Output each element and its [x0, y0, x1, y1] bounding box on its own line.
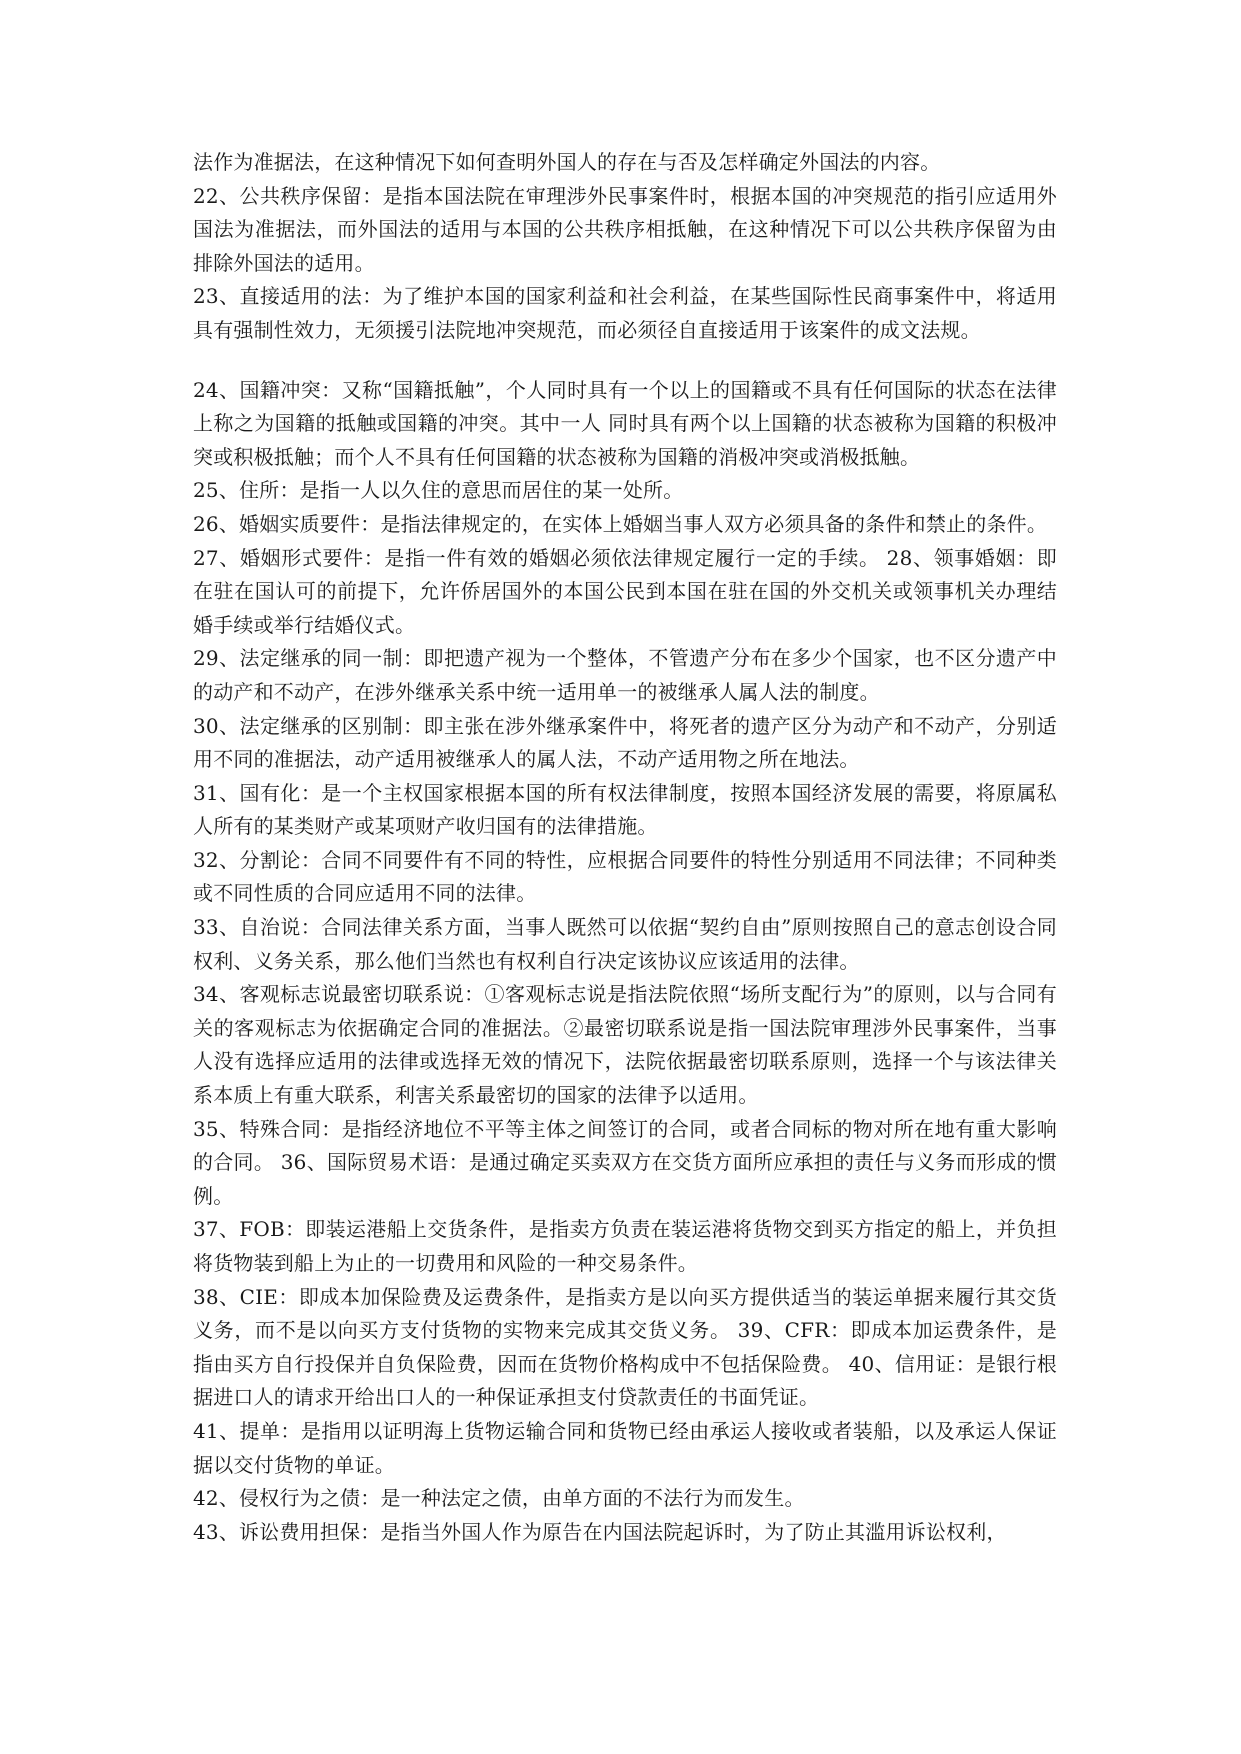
paragraph-27: 27、婚姻形式要件：是指一件有效的婚姻必须依法律规定履行一定的手续。 28、领事婚姻：即在驻在国认可的前提下，允许侨居国外的本国公民到本国在驻在国的外交机关或领事机关办理结婚手续或举行结婚仪式。 [193, 545, 1057, 637]
paragraph-25: 25、住所：是指一人以久住的意思而居住的某一处所。 [193, 478, 684, 503]
paragraph-23: 23、直接适用的法：为了维护本国的国家利益和社会利益，在某些国际性民商事案件中，将适用具有强制性效力，无须援引法院地冲突规范，而必须径自直接适用于该案件的成文法规。 [193, 284, 1057, 342]
paragraph-spacer [193, 348, 1057, 374]
paragraph-43: 43、诉讼费用担保：是指当外国人作为原告在内国法院起诉时，为了防止其滥用诉讼权利， [193, 1519, 1007, 1544]
paragraph-33: 33、自治说：合同法律关系方面，当事人既然可以依据“契约自由”原则按照自己的意志创设合同权利、义务关系，那么他们当然也有权利自行决定该协议应该适用的法律。 [193, 915, 1057, 973]
paragraph-38: 38、CIE：即成本加保险费及运费条件，是指卖方是以向买方提供适当的装运单据来履行其交货义务，而不是以向买方支付货物的实物来完成其交货义务。 39、CFR：即成本加运费条件，是指由买方自行投保并自负保险费，因而在货物价格构成中不包括保险费。 40、信用证：是银行根据进口人的请求开给出口人的一种保证承担支付贷款责任的书面凭证。 [193, 1284, 1057, 1410]
paragraph-24: 24、国籍冲突：又称“国籍抵触”，个人同时具有一个以上的国籍或不具有任何国际的状态在法律上称之为国籍的抵触或国籍的冲突。其中一人 同时具有两个以上国籍的状态被称为国籍的积极冲突或积极抵触；而个人不具有任何国籍的状态被称为国籍的消极冲突或消极抵触。 [193, 377, 1057, 469]
paragraph-35: 35、特殊合同：是指经济地位不平等主体之间签订的合同，或者合同标的物对所在地有重大影响的合同。 36、国际贸易术语：是通过确定买卖双方在交货方面所应承担的责任与义务而形成的惯例。 [193, 1116, 1057, 1208]
paragraph-29: 29、法定继承的同一制：即把遗产视为一个整体，不管遗产分布在多少个国家，也不区分遗产中的动产和不动产，在涉外继承关系中统一适用单一的被继承人属人法的制度。 [193, 646, 1057, 704]
paragraph-37: 37、FOB：即装运港船上交货条件，是指卖方负责在装运港将货物交到买方指定的船上，并负担将货物装到船上为止的一切费用和风险的一种交易条件。 [193, 1217, 1057, 1275]
paragraph-continuation: 法作为准据法，在这种情况下如何查明外国人的存在与否及怎样确定外国法的内容。 [193, 150, 941, 174]
paragraph-30: 30、法定继承的区别制：即主张在涉外继承案件中，将死者的遗产区分为动产和不动产，分别适用不同的准据法，动产适用被继承人的属人法，不动产适用物之所在地法。 [193, 713, 1057, 772]
paragraph-34: 34、客观标志说最密切联系说：①客观标志说是指法院依照“场所支配行为”的原则，以与合同有关的客观标志为依据确定合同的准据法。②最密切联系说是指一国法院审理涉外民事案件，当事人没有选择应适用的法律或选择无效的情况下，法院依据最密切联系原则，选择一个与该法律关系本质上有重大联系，利害关系最密切的国家的法律予以适用。 [193, 982, 1057, 1108]
paragraph-22: 22、公共秩序保留：是指本国法院在审理涉外民事案件时，根据本国的冲突规范的指引应适用外国法为准据法，而外国法的适用与本国的公共秩序相抵触，在这种情况下可以公共秩序保留为由排除外国法的适用。 [193, 183, 1057, 275]
paragraph-41: 41、提单：是指用以证明海上货物运输合同和货物已经由承运人接收或者装船，以及承运人保证据以交付货物的单证。 [193, 1418, 1057, 1477]
document-page [193, 146, 1057, 1549]
paragraph-32: 32、分割论：合同不同要件有不同的特性，应根据合同要件的特性分别适用不同法律；不同种类或不同性质的合同应适用不同的法律。 [193, 847, 1057, 906]
paragraph-31: 31、国有化：是一个主权国家根据本国的所有权法律制度，按照本国经济发展的需要，将原属私人所有的某类财产或某项财产收归国有的法律措施。 [193, 780, 1057, 839]
paragraph-26: 26、婚姻实质要件：是指法律规定的，在实体上婚姻当事人双方必须具备的条件和禁止的条件。 [193, 511, 1048, 536]
paragraph-42: 42、侵权行为之债：是一种法定之债，由单方面的不法行为而发生。 [193, 1486, 805, 1511]
